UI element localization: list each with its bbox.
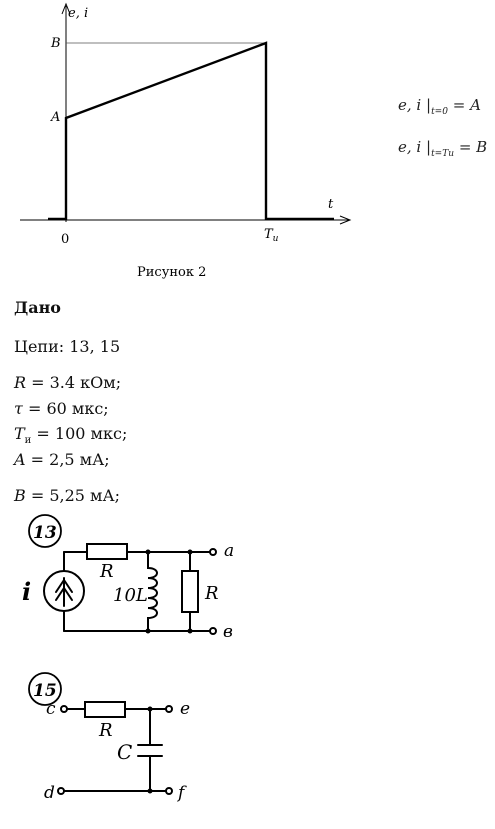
circuit-13-inductor xyxy=(148,552,157,631)
circuit-15-terminal-f-label: f xyxy=(178,783,185,803)
circuit-13-shunt-resistor xyxy=(182,571,198,612)
circuit-13-terminal-a xyxy=(210,549,216,555)
circuit-15-resistor-label: R xyxy=(99,720,113,741)
label-origin: 0 xyxy=(61,232,70,247)
given-R: R = 3.4 кОм; xyxy=(14,373,122,392)
circuit-15-capacitor-label: C xyxy=(117,740,133,764)
circuit-13-shunt-label: R xyxy=(205,583,219,604)
circuit-13-source-label: i xyxy=(22,577,32,606)
circuit-15-terminal-d xyxy=(58,788,64,794)
circuit-13 xyxy=(0,508,495,648)
circuit-13-terminal-b xyxy=(210,628,216,634)
given-Tu: $T_и = 100$ мкс; xyxy=(14,424,128,447)
given-tau: τ = 60 мкс; xyxy=(14,399,109,418)
circuit-13-series-resistor xyxy=(87,544,127,559)
circuit-15-terminal-e xyxy=(166,706,172,712)
circuit-13-number: 13 xyxy=(33,523,57,543)
given-A: A = 2,5 мА; xyxy=(14,450,110,469)
circuit-15-terminal-d-label: d xyxy=(44,783,55,803)
circuit-15-number: 15 xyxy=(33,681,57,701)
circuit-15-capacitor xyxy=(138,745,162,756)
label-Tu: $T_u$ xyxy=(264,227,279,244)
circuit-15-terminal-c-label: c xyxy=(46,699,56,719)
circuit-13-terminal-a-label: a xyxy=(224,541,235,561)
figure-caption: Рисунок 2 xyxy=(137,265,207,280)
circuit-13-source-arrow xyxy=(56,578,72,606)
y-axis-label: e, i xyxy=(68,6,89,21)
waveform-line xyxy=(48,43,334,219)
given-circuits: Цепи: 13, 15 xyxy=(14,337,121,356)
condition-t0: e, i $|_{t=0} = A$ xyxy=(398,96,481,117)
given-B: B = 5,25 мА; xyxy=(14,486,121,505)
circuit-13-inductor-label: 10L xyxy=(113,585,148,606)
x-axis-label: t xyxy=(328,197,334,212)
circuit-15 xyxy=(0,668,495,818)
circuit-15-terminal-f xyxy=(166,788,172,794)
circuit-15-terminal-c xyxy=(61,706,67,712)
circuit-13-terminal-b-label: в xyxy=(223,622,233,642)
given-heading: Дано xyxy=(14,298,61,317)
circuit-13-resistor-label: R xyxy=(100,561,114,582)
condition-tu: e, i $|_{t=Tu} = B$ xyxy=(398,138,488,159)
circuit-15-resistor xyxy=(85,702,125,717)
label-B: B xyxy=(51,36,61,51)
circuit-15-terminal-e-label: e xyxy=(180,699,191,719)
label-A: A xyxy=(51,110,61,125)
